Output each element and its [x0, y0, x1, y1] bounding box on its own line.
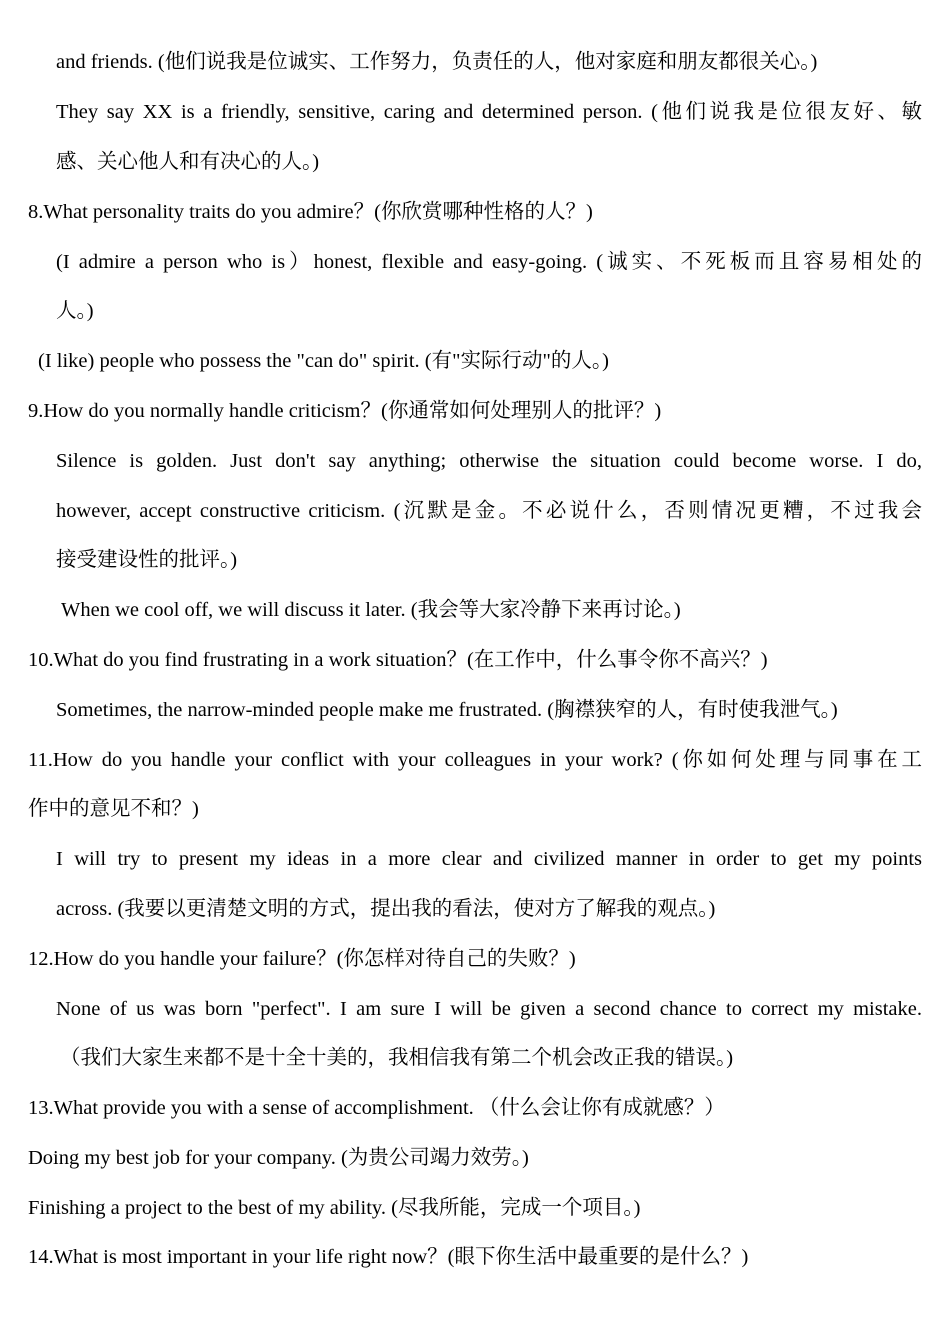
answer-line: （我们大家生来都不是十全十美的，我相信我有第二个机会改正我的错误。): [60, 1047, 734, 1069]
question-line: 12.How do you handle your failure？(你怎样对待自己的失败？): [28, 948, 576, 970]
question-line: 10.What do you find frustrating in a work situation？(在工作中，什么事令你不高兴？): [28, 649, 768, 671]
question-line: 13.What provide you with a sense of accomplishment. （什么会让你有成就感？）: [28, 1097, 725, 1119]
answer-line: Finishing a project to the best of my ability. (尽我所能，完成一个项目。): [28, 1197, 641, 1219]
question-line: 14.What is most important in your life right now？(眼下你生活中最重要的是什么？): [28, 1246, 749, 1268]
answer-line: I will try to present my ideas in a more clear and civilized manner in order to get my points: [56, 848, 922, 870]
answer-line: (I admire a person who is）honest, flexible and easy-going. (诚实、不死板而且容易相处的: [56, 251, 922, 273]
answer-line: Doing my best job for your company. (为贵公司竭力效劳。): [28, 1147, 529, 1169]
question-line: 作中的意见不和？): [28, 798, 199, 820]
answer-line: Silence is golden. Just don't say anything; otherwise the situation could become worse. I do,: [56, 450, 922, 472]
answer-line: None of us was born "perfect". I am sure I will be given a second chance to correct my mistake.: [56, 998, 922, 1020]
answer-line: 人。): [56, 300, 94, 322]
answer-line: 接受建设性的批评。): [56, 549, 238, 571]
answer-line: Sometimes, the narrow-minded people make me frustrated. (胸襟狭窄的人，有时使我泄气。): [56, 699, 838, 721]
answer-line: 感、关心他人和有决心的人。): [56, 151, 320, 173]
question-line: 8.What personality traits do you admire？(你欣赏哪种性格的人？): [28, 201, 593, 223]
answer-line: across. (我要以更清楚文明的方式，提出我的看法，使对方了解我的观点。): [56, 898, 716, 920]
answer-line: When we cool off, we will discuss it later. (我会等大家冷静下来再讨论。): [61, 599, 681, 621]
answer-line: (I like) people who possess the "can do" spirit. (有"实际行动"的人。): [38, 350, 609, 372]
answer-line: They say XX is a friendly, sensitive, caring and determined person. (他们说我是位很友好、敏: [56, 101, 922, 123]
answer-line: and friends. (他们说我是位诚实、工作努力，负责任的人，他对家庭和朋友都很关心。): [56, 51, 818, 73]
question-line: 9.How do you normally handle criticism？(你通常如何处理别人的批评？): [28, 400, 662, 422]
question-line: 11.How do you handle your conflict with your colleagues in your work? (你如何处理与同事在工: [28, 749, 922, 771]
answer-line: however, accept constructive criticism. (沉默是金。不必说什么，否则情况更糟，不过我会: [56, 500, 922, 522]
